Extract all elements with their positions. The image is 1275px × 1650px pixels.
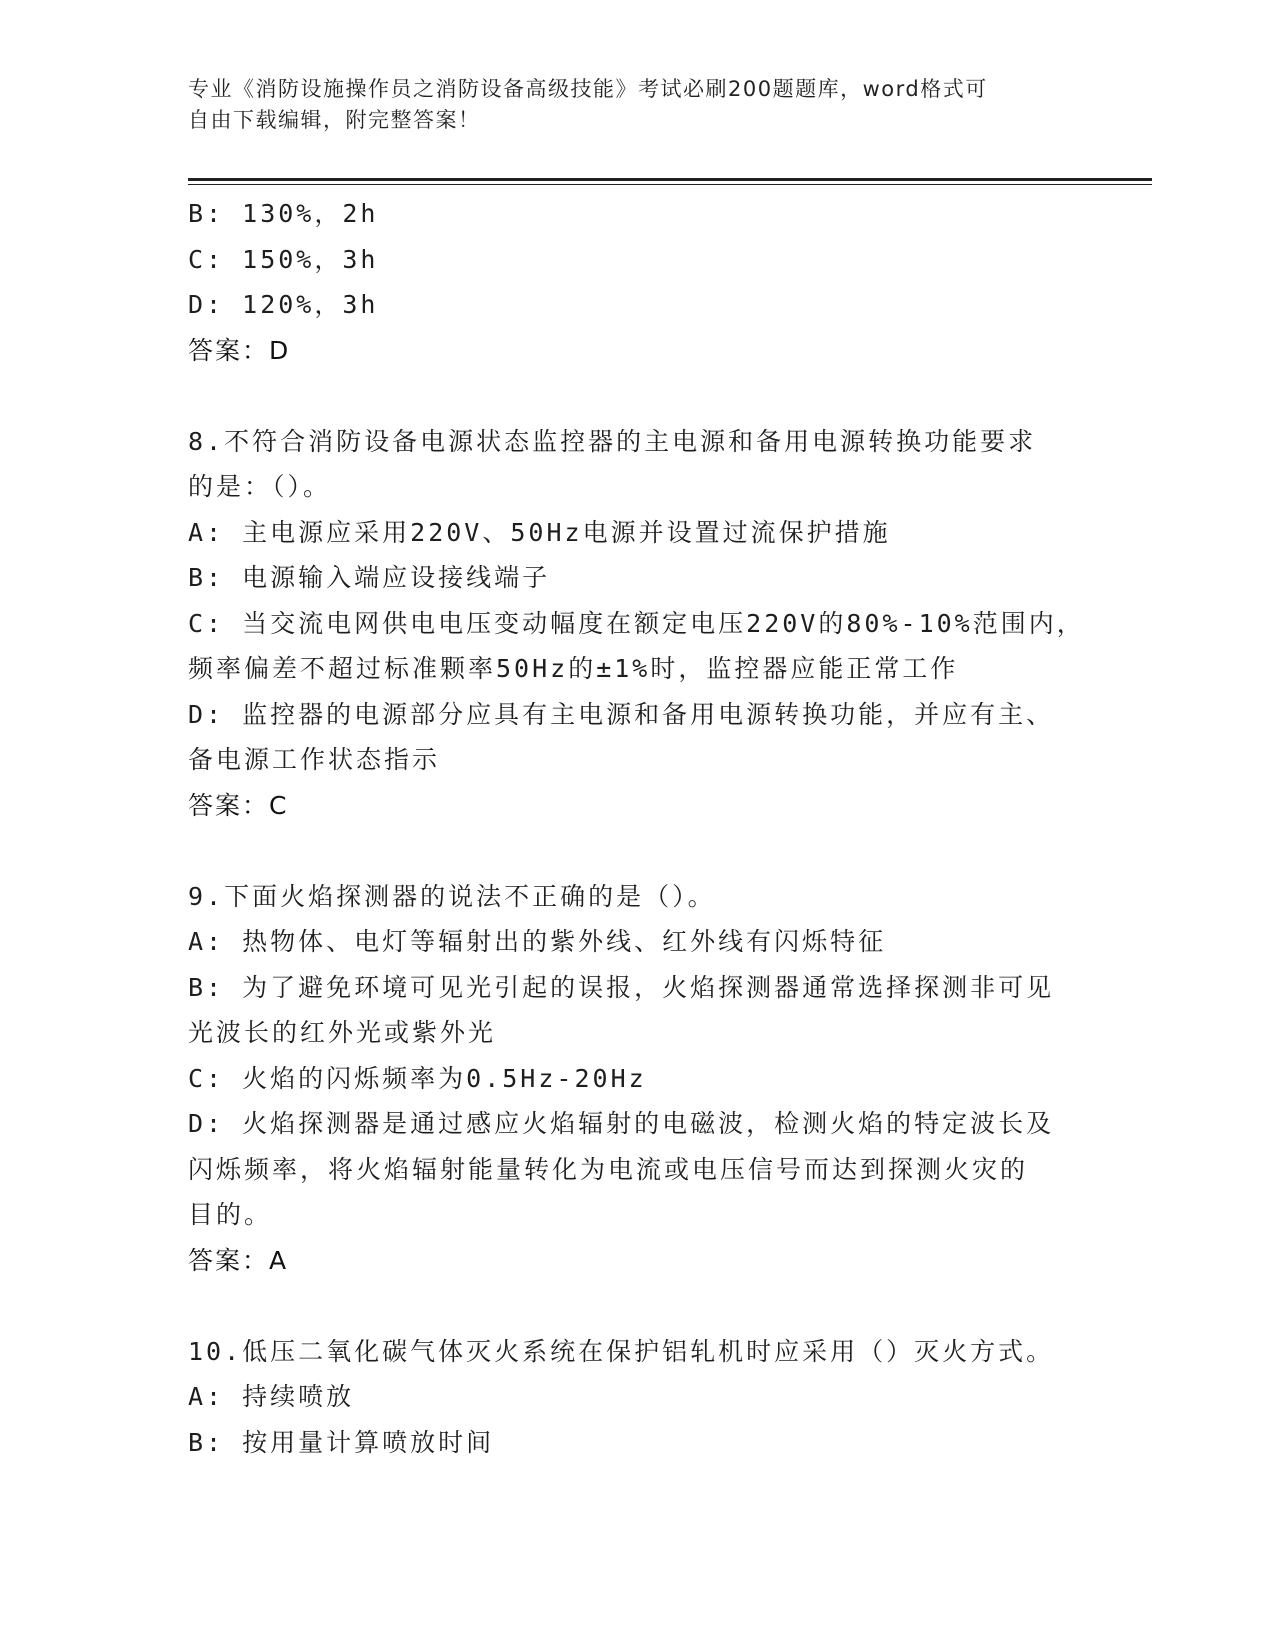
option-d: D: 火焰探测器是通过感应火焰辐射的电磁波，检测火焰的特定波长及 bbox=[188, 1109, 1055, 1138]
option-c: C: 火焰的闪烁频率为0.5Hz-20Hz bbox=[188, 1063, 647, 1093]
question-stem: 8.不符合消防设备电源状态监控器的主电源和备用电源转换功能要求 bbox=[188, 426, 1037, 456]
option-b: B: 130%，2h bbox=[188, 199, 379, 228]
option-a: A: 持续喷放 bbox=[188, 1382, 355, 1411]
header-title-line1: 专业《消防设施操作员之消防设备高级技能》考试必刷200题题库，word格式可 bbox=[188, 77, 988, 101]
answer-line: 答案：A bbox=[188, 1245, 289, 1275]
header-title-line2: 自由下载编辑，附完整答案！ bbox=[188, 108, 481, 132]
question-8 bbox=[188, 419, 1088, 829]
option-a: A: 主电源应采用220V、50Hz电源并设置过流保护措施 bbox=[188, 517, 891, 547]
option-b: B: 电源输入端应设接线端子 bbox=[188, 563, 551, 592]
question-10 bbox=[188, 1329, 1088, 1466]
question-stem: 9.下面火焰探测器的说法不正确的是（）。 bbox=[188, 881, 716, 911]
question-7-tail bbox=[188, 191, 1088, 373]
option-c: C: 150%，3h bbox=[188, 244, 379, 274]
option-d-cont: 目的。 bbox=[188, 1200, 273, 1229]
option-c-cont: 频率偏差不超过标准颗率50Hz的±1%时，监控器应能正常工作 bbox=[188, 654, 959, 683]
option-b: B: 按用量计算喷放时间 bbox=[188, 1427, 495, 1457]
spacer bbox=[188, 373, 1088, 419]
question-stem: 10.低压二氧化碳气体灭火系统在保护铝轧机时应采用（）灭火方式。 bbox=[188, 1336, 1055, 1366]
option-a: A: 热物体、电灯等辐射出的紫外线、红外线有闪烁特征 bbox=[188, 927, 887, 956]
option-b: B: 为了避免环境可见光引起的误报，火焰探测器通常选择探测非可见 bbox=[188, 972, 1055, 1002]
answer-line: 答案：D bbox=[188, 335, 291, 365]
option-d-cont: 备电源工作状态指示 bbox=[188, 745, 441, 774]
page-header bbox=[188, 74, 1088, 136]
option-d: D: 120%，3h bbox=[188, 290, 379, 319]
option-c: C: 当交流电网供电电压变动幅度在额定电压220V的80%-10%范围内， bbox=[188, 608, 1085, 638]
answer-line: 答案：C bbox=[188, 790, 289, 820]
option-d-cont: 闪烁频率，将火焰辐射能量转化为电流或电压信号而达到探测火灾的 bbox=[188, 1154, 1029, 1184]
spacer bbox=[188, 828, 1088, 874]
header-divider-thick bbox=[188, 178, 1152, 181]
document-body bbox=[188, 191, 1088, 1465]
spacer bbox=[188, 1283, 1088, 1329]
option-b-cont: 光波长的红外光或紫外光 bbox=[188, 1018, 497, 1047]
question-9 bbox=[188, 874, 1088, 1284]
question-stem-cont: 的是：（）。 bbox=[188, 472, 332, 501]
header-divider-thin bbox=[188, 184, 1152, 185]
option-d: D: 监控器的电源部分应具有主电源和备用电源转换功能，并应有主、 bbox=[188, 699, 1055, 729]
